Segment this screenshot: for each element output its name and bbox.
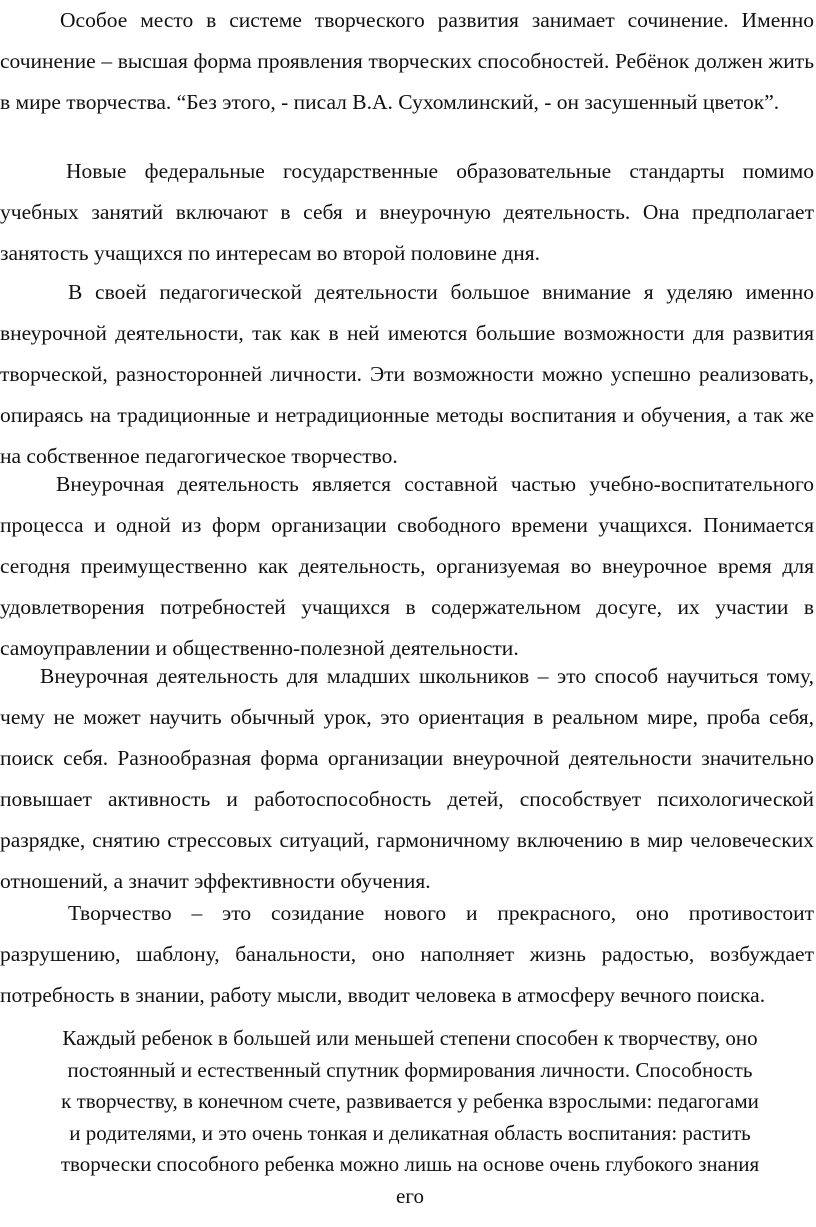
paragraph-essay-writing: Особое место в системе творческого развития занимает сочинение. Именно сочинение – высшая форма проявления творческих способностей. Ребёнок должен жить в мире творчества. “Без этого, - писал В.А. Сухомлинский, - он засушенный цветок”. [0, 8, 814, 114]
paragraph-pedagogical-activity: В своей педагогической деятельности большое внимание я уделяю именно внеурочной деятельности, так как в ней имеются большие возможности для развития творческой, разносторонней личности. Эти возможности можно успешно реализовать, опираясь на традиционные и нетрадиционные методы воспитания и обучения, а так же на собственное педагогическое творчество. [0, 280, 814, 468]
paragraph-extracurricular-definition: Внеурочная деятельность является составной частью учебно-воспитательного процесса и одной из форм организации свободного времени учащихся. Понимается сегодня преимущественно как деятельность, организуемая во внеурочное время для удовлетворения потребностей учащихся в содержательном досуге, их участии в самоуправлении и общественно-полезной деятельности. [0, 472, 814, 660]
paragraph-child-creativity-centered: Каждый ребенок в большей или меньшей степени способен к творчеству, оно постоянный и естественный спутник формирования личности. Способность к творчеству, в конечном счете, развивается у ребенка взрослыми: педагогами и родителями, и это очень тонкая и деликатная область воспитания: растить творчески способного ребенка можно лишь на основе очень глубокого знания его [60, 1026, 760, 1208]
paragraph-extracurricular-younger-pupils: Внеурочная деятельность для младших школьников – это способ научиться тому, чему не может научить обычный урок, это ориентация в реальном мире, проба себя, поиск себя. Разнообразная форма организации внеурочной деятельности значительно повышает активность и работоспособность детей, способствует психологической разрядке, снятию стрессовых ситуаций, гармоничному включению в мир человеческих отношений, а значит эффективности обучения. [0, 664, 814, 893]
paragraph-federal-standards: Новые федеральные государственные образовательные стандарты помимо учебных занятий включают в себя и внеурочную деятельность. Она предполагает занятость учащихся по интересам во второй половине дня. [0, 159, 814, 265]
paragraph-creativity-definition: Творчество – это созидание нового и прекрасного, оно противостоит разрушению, шаблону, банальности, оно наполняет жизнь радостью, возбуждает потребность в знании, работу мысли, вводит человека в атмосферу вечного поиска. [0, 901, 814, 1007]
